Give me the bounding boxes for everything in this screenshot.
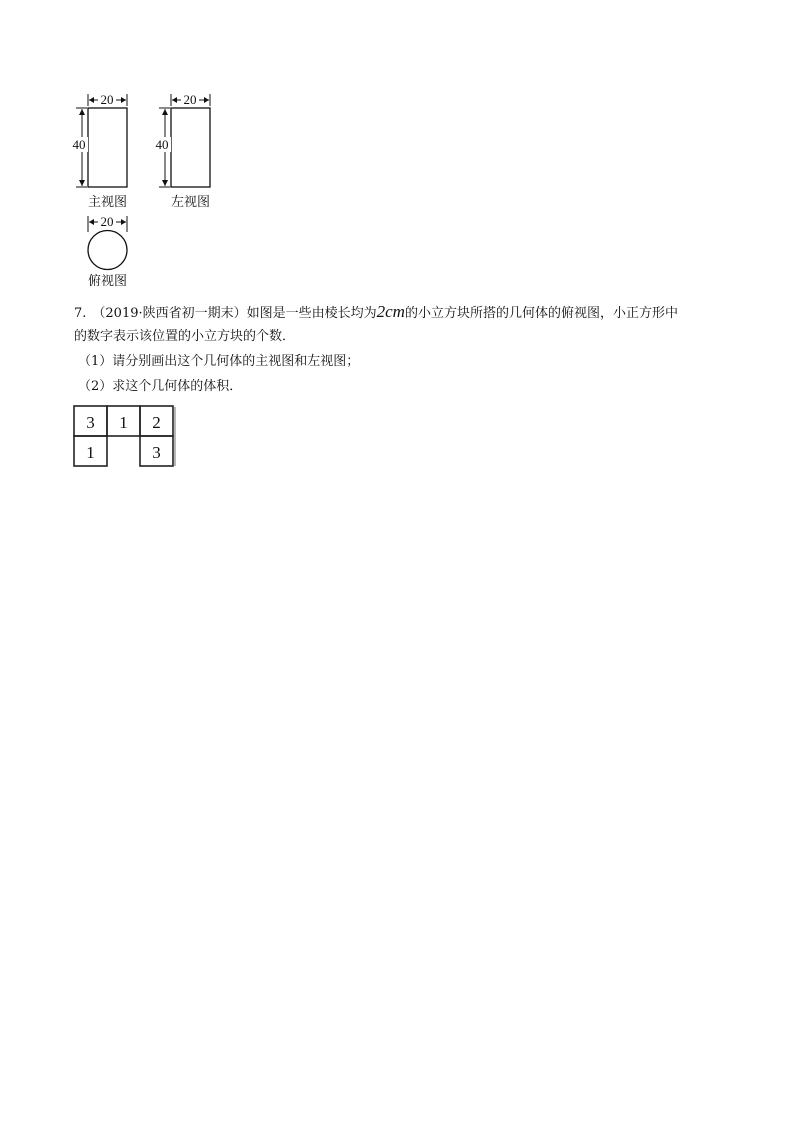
left-view-rectangle (171, 108, 210, 187)
grid-value-r2c3: 3 (152, 443, 161, 462)
grid-value-r1c3: 2 (152, 413, 161, 432)
grid-value-r1c1: 3 (86, 413, 95, 432)
edge-length-math: 2cm (376, 302, 405, 321)
top-view-caption: 俯视图 (88, 274, 128, 289)
grid-value-r1c2: 1 (119, 413, 128, 432)
left-view-caption: 左视图 (171, 195, 211, 210)
question-text-after: 的小立方块所搭的几何体的俯视图，小正方形中 (404, 306, 678, 321)
top-view-grid (72, 404, 178, 468)
question-text-before: 如图是一些由棱长均为 (246, 306, 377, 321)
top-view-circle (88, 231, 127, 270)
question-part-2: （2）求这个几何体的体积． (78, 379, 243, 394)
three-views-figure (60, 90, 240, 295)
left-width-label: 20 (183, 92, 197, 107)
left-view (153, 92, 210, 187)
front-view (70, 92, 127, 187)
question-number: 7. (74, 306, 87, 321)
front-view-rectangle (88, 108, 127, 187)
top-view (88, 214, 127, 270)
question-source: （2019·陕西省初一期末） (92, 306, 247, 321)
question-part-1: （1）请分别画出这个几何体的主视图和左视图； (78, 354, 360, 369)
front-height-label: 40 (72, 137, 86, 152)
question-line-1 (74, 303, 678, 320)
grid-value-r2c1: 1 (86, 443, 95, 462)
top-width-label: 20 (100, 214, 114, 229)
front-view-caption: 主视图 (88, 195, 128, 210)
left-height-label: 40 (155, 137, 169, 152)
question-line-2: 的数字表示该位置的小立方块的个数． (74, 329, 296, 344)
front-width-label: 20 (100, 92, 114, 107)
